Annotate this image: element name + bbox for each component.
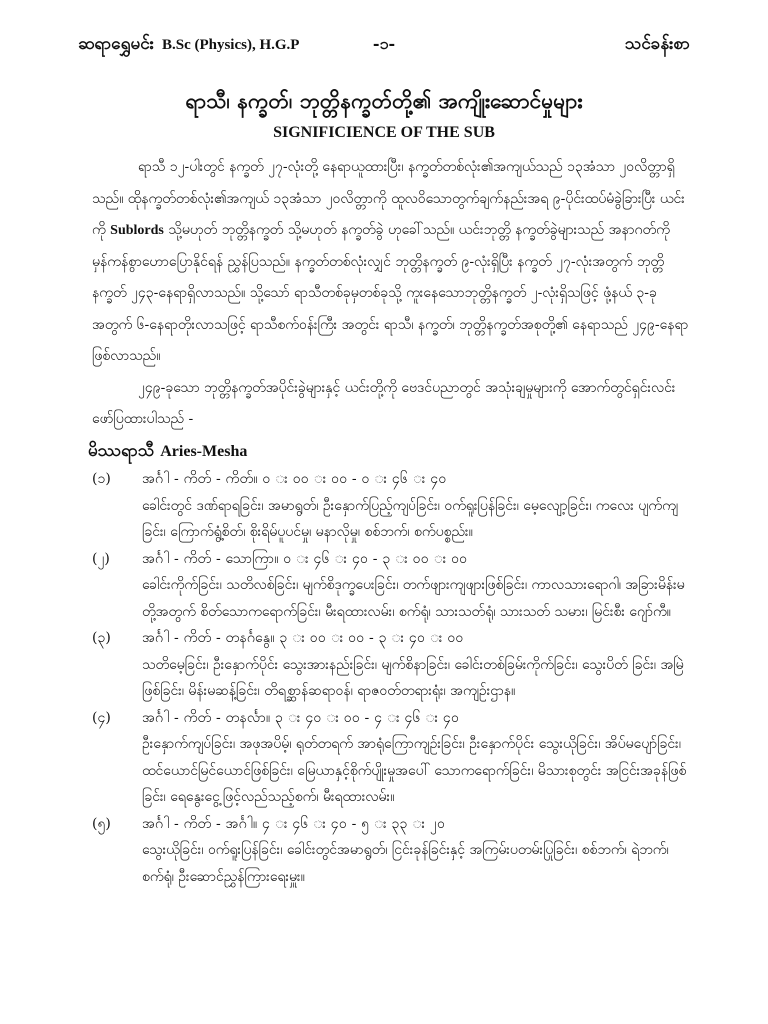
- item-heading: အင်္ဂါ - ကိတ် - အင်္ဂါ။ ၄ း ၄၆ း ၄၀ - ၅ း ၃၃ း ၂၀: [142, 815, 446, 832]
- title-english: SIGNIFICIENCE OF THE SUB: [273, 124, 495, 141]
- item-number: (၃): [92, 630, 111, 646]
- item-description: သွေးယိုခြင်း၊ ဝက်ရူးပြန်ခြင်း၊ ခေါင်းတွင်အမာရွတ်၊ ငြင်းခုန်ခြင်းနှင့် အကြမ်းပတမ်းပြုခြင်း၊ စစ်ဘက်၊ ရဲဘက်၊ စက်ရုံ၊ ဦးဆောင်ညွှန်ကြားရေးမှူး။: [142, 842, 669, 885]
- item-heading: အင်္ဂါ - ကိတ် - တနင်္လာ။ ၃ း ၄၀ း ၀၀ - ၄ း ၄၆ း ၄၀: [142, 709, 460, 726]
- item-heading: အင်္ဂါ - ကိတ် - သောကြာ။ ၀ း ၄၆ း ၄၀ - ၃ း ၀၀ း ၀၀: [142, 550, 468, 567]
- item-heading: အင်္ဂါ - ကိတ် - ကိတ်။ ၀ း ၀၀ း ၀၀ - ၀ း ၄၆ း ၄၀: [142, 471, 447, 487]
- list-item: [92, 811, 696, 891]
- term-sublords: Sublords: [110, 223, 164, 238]
- page-header: [78, 30, 690, 60]
- intro-text: [92, 152, 696, 436]
- intro-paragraph-1: ရာသီ ၁၂-ပါးတွင် နက္ခတ် ၂၇-လုံးတို့ နေရာယူထားပြီး၊ နက္ခတ်တစ်လုံး၏အကျယ်သည် ၁၃အံသာ ၂၀လိတ္တာရှိသည်။ ထိုနက္ခတ်တစ်လုံး၏အကျယ် ၁၃အံသာ ၂၀လိတ္တာကို ထူလဝိသောတွက်ချက်နည်းအရ ၉-ပိုင်းထပ်မံခွဲခြားပြီး ယင်းကို Sublords သို့မဟုတ် ဘုတ္တိနက္ခတ် သို့မဟုတ် နက္ခတ်ခွဲ ဟုခေါ်သည်။ ယင်းဘုတ္တိ နက္ခတ်ခွဲများသည် အနာဂတ်ကို မှန်ကန်စွာဟောပြောနိုင်ရန် ညွှန်ပြသည်။ နက္ခတ်တစ်လုံးလျှင် ဘုတ္တိနက္ခတ် ၉-လုံးရှိပြီး နက္ခတ် ၂၇-လုံးအတွက် ဘုတ္တိနက္ခတ် ၂၄၃-နေရာရှိလာသည်။ သို့သော် ရာသီတစ်ခုမှတစ်ခုသို့ ကူးနေသောဘုတ္တိနက္ခတ် ၂-လုံးရှိသဖြင့် ဖုံ့နယ် ၃-ခုအတွက် ၆-နေရာတိုးလာသဖြင့် ရာသီစက်ဝန်းကြီး အတွင်း ရာသီ၊ နက္ခတ်၊ ဘုတ္တိနက္ခတ်အစုတို့၏ နေရာသည် ၂၄၉-နေရာဖြစ်လာသည်။: [92, 159, 689, 364]
- list-item: [92, 466, 696, 546]
- list-item: [92, 546, 696, 626]
- item-description: ခေါင်းကိုက်ခြင်း၊ သတိလစ်ခြင်း၊ မျက်စိဒုက္ခပေးခြင်း၊ တက်ဖျားကျဖျားဖြစ်ခြင်း၊ ကာလသားရောဂါ၊ အခြားမိန်းမတို့အတွက် စိတ်သောကရောက်ခြင်း၊ မီးရထားလမ်း၊ စက်ရုံ၊ သားသတ်ရုံ၊ သားသတ် သမား၊ မြင်းစီး ဂျော်ကီ။: [142, 577, 685, 620]
- author-name: ဆရာရွှေမင်း: [78, 33, 154, 54]
- intro-paragraph-2: ၂၄၉-ခုသော ဘုတ္တိနက္ခတ်အပိုင်းခွဲများနှင့် ယင်းတို့ကို ဗေဒင်ပညာတွင် အသုံးချမှုများကို အောက်တွင်ရှင်းလင်း ဖော်ပြထားပါသည် -: [92, 379, 676, 427]
- item-number: (၁): [92, 471, 111, 487]
- title-myanmar: ရာသီ၊ နက္ခတ်၊ ဘုတ္တိနက္ခတ်တို့၏ အကျိုးဆောင်မှုများ: [185, 88, 583, 113]
- section-heading-myanmar: မိဿရာသီ: [88, 441, 155, 461]
- lesson-label: သင်ခန်းစာ: [624, 33, 690, 54]
- list-item: [92, 625, 696, 705]
- author-block: [78, 33, 299, 58]
- section-heading-english: Aries-Mesha: [160, 443, 248, 460]
- item-heading: အင်္ဂါ - ကိတ် - တနင်္ဂနွေ။ ၃ း ၀၀ း ၀၀ - ၃ း ၄၀ း ၀၀: [142, 630, 464, 646]
- item-description: ခေါင်းတွင် ဒဏ်ရာရခြင်း၊ အမာရွတ်၊ ဦးနှောက်ပြည့်ကျပ်ခြင်း၊ ဝက်ရူးပြန်ခြင်း၊ မေ့လျော့ခြင်း၊ ကလေး ပျက်ကျခြင်း၊ ကြောက်ရွံ့စိတ်၊ စိုးရိမ်ပူပင်မှု၊ မနာလိုမှု၊ စစ်ဘက်၊ စက်ပစ္စည်း။: [142, 497, 679, 540]
- item-description: ဦးနှောက်ကျပ်ခြင်း၊ အဖုအပိမ့်၊ ရုတ်တရက် အာရုံကြောကျဉ်းခြင်း၊ ဦးနှောက်ပိုင်း သွေးယိုခြင်း၊ အိပ်မပျော်ခြင်း၊ ထင်ယောင်မြင်ယောင်ဖြစ်ခြင်း၊ မြေယာနှင့်စိုက်ပျိုးမှုအပေါ် သောကရောက်ခြင်း၊ မိသားစုတွင်း အငြင်းအခုန်ဖြစ်ခြင်း၊ ရေနွေးငွေ့ဖြင့်လည်သည့်စက်၊ မီးရထားလမ်း။: [142, 736, 687, 805]
- item-number: (၅): [92, 815, 111, 832]
- item-number: (၂): [92, 550, 110, 567]
- page-number: -၁-: [372, 34, 396, 53]
- author-credentials: B.Sc (Physics), H.G.P: [161, 36, 300, 53]
- item-number: (၄): [92, 709, 111, 726]
- section-heading: [88, 440, 247, 465]
- sublord-list: [92, 466, 696, 890]
- list-item: [92, 705, 696, 811]
- item-description: သတိမေ့ခြင်း၊ ဦးနှောက်ပိုင်း သွေးအားနည်းခြင်း၊ မျက်စိနာခြင်း၊ ခေါင်းတစ်ခြမ်းကိုက်ခြင်း၊ သွေးပိတ် ခြင်း၊ အမြဲဖြစ်ခြင်း၊ မိန်းမဆန့်ခြင်း၊ တိရစ္ဆာန်ဆရာဝန်၊ ရာဇဝတ်တရားရုံး၊ အကျဉ်းဌာန။: [142, 656, 684, 699]
